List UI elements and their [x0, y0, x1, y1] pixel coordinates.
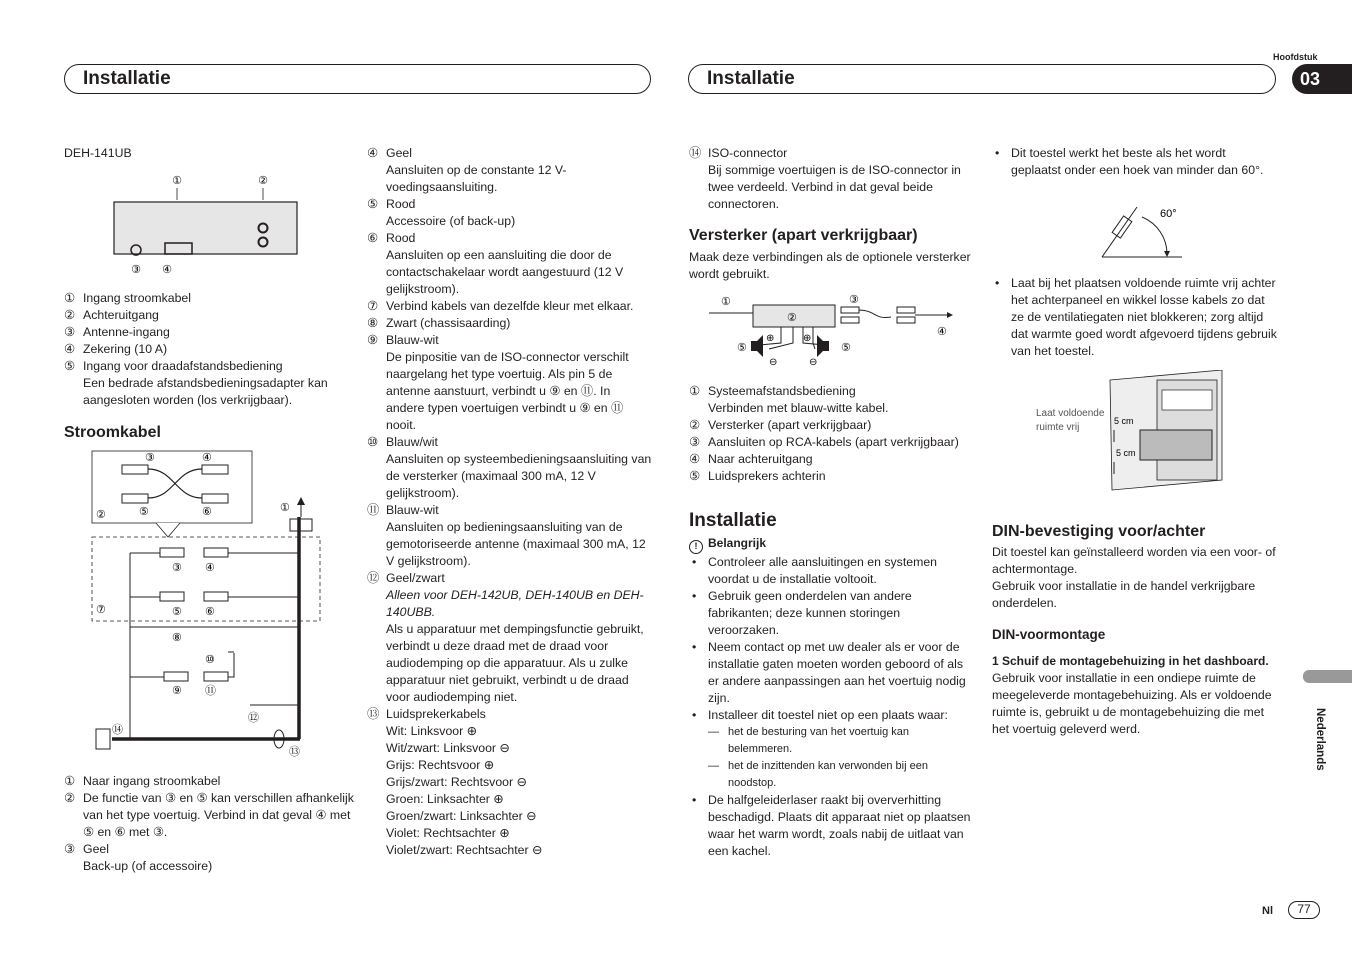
list-item: ④ Geel Aansluiten op de constante 12 V-voedingsaansluiting.: [367, 146, 567, 194]
list-item: • Gebruik geen onderdelen van andere fabrikanten; deze kunnen storingen veroorzaken.: [689, 588, 974, 639]
fig2-label-5a: ⑤: [139, 506, 149, 518]
model-name: DEH-141UB: [64, 146, 132, 160]
step-desc: Gebruik voor installatie in een ondiepe ruimte de meegeleverde montagebehuizing. Als er voldoende ruimte is, gebruikt u de montagebehuizing die met het voertuig geleverd werd.: [992, 671, 1272, 736]
din-p2: Gebruik voor installatie in de handel verkrijgbare onderdelen.: [992, 579, 1256, 610]
list-item: — het de besturing van het voertuig kan belemmeren.: [689, 724, 974, 758]
list-item: ③ Aansluiten op RCA-kabels (apart verkrijgbaar): [689, 435, 959, 449]
list-item: ⑩ Blauw/wit Aansluiten op systeembedieningsaansluiting van de versterker (maximaal 300 mA, 12 V gelijkstroom).: [367, 435, 652, 500]
fig1-bottom-labels: [64, 262, 354, 276]
fig2-label-14: ⑭: [112, 724, 123, 736]
section-header-right: [688, 64, 1276, 94]
amp-list: [689, 383, 974, 485]
svg-text:⊕: ⊕: [803, 333, 812, 344]
amp-intro: Maak deze verbindingen als de optionele versterker wordt gebruikt.: [689, 250, 971, 281]
fig1-label-1: ①: [172, 175, 182, 187]
svg-text:②: ②: [787, 312, 797, 324]
important-note: ! Belangrijk: [689, 535, 974, 554]
svg-text:⑤: ⑤: [841, 342, 851, 354]
list-item: ⑭ ISO-connector Bij sommige voertuigen is de ISO-connector in twee verdeeld. Verbind in dat geval beide connectoren.: [689, 146, 961, 211]
svg-text:ruimte vrij: ruimte vrij: [1036, 422, 1080, 433]
fig2-label-1: ①: [280, 502, 290, 514]
column-3: [689, 145, 974, 860]
fig2-label-6b: ⑥: [205, 606, 215, 618]
list-item: ② Achteruitgang: [64, 308, 159, 322]
language-tab: [1303, 670, 1352, 683]
svg-text:Laat voldoende: Laat voldoende: [1036, 408, 1105, 419]
list-item: — het de inzittenden kan verwonden bij een noodstop.: [689, 758, 974, 792]
connector-list: [64, 290, 354, 409]
page-title-left: Installatie: [83, 68, 171, 89]
svg-text:①: ①: [721, 296, 731, 308]
page-title-right: Installatie: [707, 68, 795, 89]
language-code: Nl: [1262, 905, 1273, 917]
list-item: ② Versterker (apart verkrijgbaar): [689, 418, 872, 432]
fig1-label-3: ③: [131, 264, 141, 276]
list-item: • Laat bij het plaatsen voldoende ruimte vrij achter het achterpaneel en wikkel losse kabels zo dat ze de ventilatiegaten niet blokkeren; zorg altijd dat warmte goed wordt afgevoerd tijdens gebruik van het toestel.: [992, 275, 1277, 360]
language-label: Nederlands: [1314, 708, 1326, 771]
list-item: ⑦ Verbind kabels van dezelfde kleur met elkaar.: [367, 299, 634, 313]
fig2-label-6a: ⑥: [202, 506, 212, 518]
ventilation-diagram: [992, 370, 1277, 500]
list-item: ⑥ Rood Aansluiten op een aansluiting die door de contactschakelaar wordt aangestuurd (12 V gelijkstroom).: [367, 231, 624, 296]
angle-label: 60°: [1160, 208, 1177, 220]
column-2: [367, 145, 652, 859]
fig2-label-4a: ④: [202, 452, 212, 464]
list-item: ① Naar ingang stroomkabel: [64, 774, 221, 788]
power-cable-diagram: [64, 447, 354, 767]
list-item: ⑫ Geel/zwart Alleen voor DEH-142UB, DEH-140UB en DEH-140UBB. Als u apparatuur met dempingsfunctie gebruikt, verbindt u deze draad met de draad voor audiodemping op die apparatuur. Als u zulke apparatuur niet gebruikt, verbindt u de draad voor audiodemping niet.: [367, 571, 644, 704]
fig2-label-7: ⑦: [96, 604, 106, 616]
fig2-label-10: ⑩: [205, 654, 215, 666]
list-item: • Dit toestel werkt het beste als het wordt geplaatst onder een hoek van minder dan 60°.: [992, 145, 1277, 179]
list-item: ⑤ Ingang voor draadafstandsbediening: [64, 359, 283, 373]
fig2-label-13: ⑬: [289, 746, 300, 758]
list-item: • Installeer dit toestel niet op een plaats waar:: [689, 707, 974, 724]
important-icon: !: [689, 540, 703, 554]
svg-text:⊕: ⊕: [766, 333, 775, 344]
column-4: [992, 145, 1277, 738]
step-title: 1 Schuif de montagebehuizing in het dashboard.: [992, 654, 1269, 668]
fig2-label-2: ②: [96, 509, 106, 521]
list-item: ⑪ Blauw-wit Aansluiten op bedieningsaansluiting van de gemotoriseerde antenne (maximaal 300 mA, 12 V gelijkstroom).: [367, 503, 646, 568]
angle-diagram: [992, 187, 1277, 267]
chapter-number: 03: [1292, 64, 1352, 94]
fig2-label-12: ⑫: [248, 712, 259, 724]
list-item: ⑤ Luidsprekers achterin: [689, 469, 826, 483]
list-item: • De halfgeleiderlaser raakt bij oververhitting beschadigd. Plaats dit apparaat niet op plaatsen waar het warm wordt, zoals nabij de uitlaat van een kachel.: [689, 792, 974, 860]
list-item: • Controleer alle aansluitingen en systemen voordat u de installatie voltooit.: [689, 554, 974, 588]
heading-stroomkabel: Stroomkabel: [64, 424, 161, 441]
fig2-label-3b: ③: [172, 562, 182, 574]
amplifier-diagram: [689, 293, 974, 373]
chapter-label: Hoofdstuk: [1273, 52, 1318, 62]
column-1: [64, 145, 354, 875]
svg-text:⊖: ⊖: [809, 357, 818, 368]
list-item: ① Ingang stroomkabel: [64, 291, 192, 305]
list-item: ⑨ Blauw-wit De pinpositie van de ISO-connector verschilt naargelang het type voertuig. Als pin 5 de antenne aanstuurt, verbindt u ⑨ en ⑪. In andere typen voertuigen verbindt u ⑨ en ⑪ nooit.: [367, 333, 629, 432]
list-item: ④ Naar achteruitgang: [689, 452, 813, 466]
svg-text:⊖: ⊖: [769, 357, 778, 368]
heading-din-front: DIN-voormontage: [992, 627, 1106, 642]
list-item: ② De functie van ③ en ⑤ kan verschillen afhankelijk van het type voertuig. Verbind in dat geval ④ met ⑤ en ⑥ met ③.: [64, 791, 354, 839]
list-item: ⑬ Luidsprekerkabels Wit: Linksvoor ⊕ Wit/zwart: Linksvoor ⊖ Grijs: Rechtsvoor ⊕ Grijs/zwart: Rechtsvoor ⊖ Groen: Linksachter ⊕ Groen/zwart: Linksachter ⊖ Violet: Rechtsachter ⊕ Violet/zwart: Rechtsachter ⊖: [367, 707, 543, 857]
svg-text:5 cm: 5 cm: [1116, 448, 1136, 458]
fig2-label-11: ⑪: [205, 685, 216, 697]
list-item: • Neem contact op met uw dealer als er voor de installatie gaten moeten worden geboord of als er andere aanpassingen aan het voertuig nodig zijn.: [689, 639, 974, 707]
fig2-label-4b: ④: [205, 562, 215, 574]
section-header-left: [64, 64, 651, 94]
list-item: ③ Geel: [64, 842, 109, 856]
list-item: ③ Antenne-ingang: [64, 325, 170, 339]
fig2-label-5b: ⑤: [172, 606, 182, 618]
list-item-detail: Back-up (of accessoire): [83, 859, 213, 873]
list-item-detail: Een bedrade afstandsbedieningsadapter kan aangesloten worden (los verkrijgbaar).: [83, 376, 328, 407]
fig1-label-4: ④: [162, 264, 172, 276]
unit-rear-diagram: [64, 170, 354, 262]
heading-versterker: Versterker (apart verkrijgbaar): [689, 227, 918, 244]
fig2-label-8: ⑧: [172, 632, 182, 644]
din-p1: Dit toestel kan geïnstalleerd worden via een voor- of achtermontage.: [992, 545, 1276, 576]
heading-installatie: Installatie: [689, 510, 777, 531]
svg-text:③: ③: [849, 294, 859, 306]
svg-text:5 cm: 5 cm: [1114, 416, 1134, 426]
list-item: ⑤ Rood Accessoire (of back-up): [367, 197, 516, 228]
page-number: 77: [1288, 901, 1320, 919]
list-item: ① Systeemafstandsbediening Verbinden met blauw-witte kabel.: [689, 384, 889, 415]
svg-text:④: ④: [937, 326, 947, 338]
heading-din: DIN-bevestiging voor/achter: [992, 523, 1206, 540]
fig1-label-2: ②: [258, 175, 268, 187]
fig2-label-9: ⑨: [172, 685, 182, 697]
list-item: ④ Zekering (10 A): [64, 342, 168, 356]
power-cable-list: [64, 773, 354, 875]
svg-text:⑤: ⑤: [737, 342, 747, 354]
fig2-label-3a: ③: [145, 452, 155, 464]
list-item: ⑧ Zwart (chassisaarding): [367, 316, 511, 330]
